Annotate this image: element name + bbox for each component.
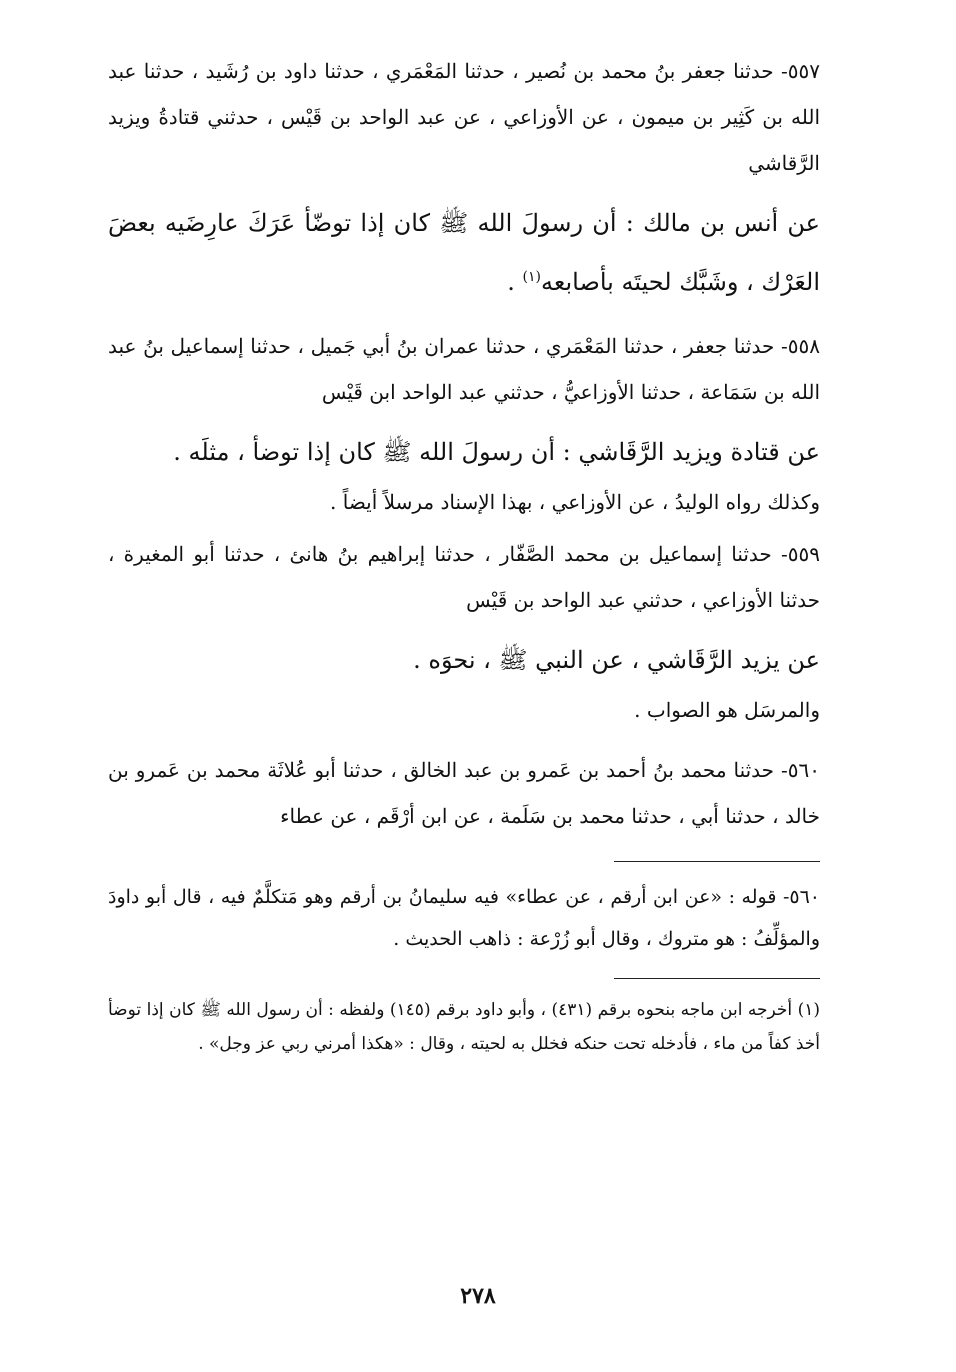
page-number: ٢٧٨ — [460, 1283, 496, 1309]
hadith-557-end: . — [507, 268, 523, 296]
hadith-558-matn: عن قتادة ويزيد الرَّقَاشي : أن رسولَ الله ﷺ كان إذا توضأ ، مثلَه . — [173, 438, 820, 466]
hadith-557-isnad: ٥٥٧- حدثنا جعفر بنُ محمد بن نُصير ، حدثنا المَعْمَري ، حدثنا داود بن رُشَيد ، حدثنا عبد الله بن كَثِير بن ميمون ، عن الأوزاعي ، عن عبد الواحد بن قَيْس ، حدثني قتادةُ ويزيد الرَّقاشي — [108, 59, 820, 175]
hadith-557-matn — [108, 196, 820, 309]
hadith-559-matn: عن يزيد الرَّقَاشي ، عن النبي ﷺ ، نحوَه . — [413, 646, 820, 674]
footnote-1: (١) أخرجه ابن ماجه بنحوه برقم (٤٣١) ، وأبو داود برقم (١٤٥) ولفظه : أن رسول الله ﷺ كان إذا توضأ أخذ كفاً من ماء ، فأدخله تحت حنكه فخلل به لحيته ، وقال : «هكذا أمرني ربي عز وجل» . — [108, 1000, 821, 1054]
hadith-559-note: والمرسَل هو الصواب . — [634, 698, 820, 722]
hadith-558-isnad: ٥٥٨- حدثنا جعفر ، حدثنا المَعْمَري ، حدثنا عمران بنُ أبي جَميل ، حدثنا إسماعيل بنُ عبد الله بن سَمَاعة ، حدثنا الأوزاعيُّ ، حدثني عبد الواحد ابن قَيْس — [108, 334, 820, 404]
footnote-divider — [614, 978, 820, 979]
page-body — [108, 48, 820, 1061]
commentary-560: ٥٦٠- قوله : «عن ابن أرقم ، عن عطاء» فيه سليمانُ بن أرقم وهو مَتكلَّمٌ فيه ، قال أبو داودَ والمؤلِّفُ : هو متروك ، وقال أبو زُرْعة : ذاهب الحديث . — [108, 886, 820, 950]
commentary-divider — [614, 861, 820, 862]
hadith-557-matn-text: عن أنس بن مالك : أن رسولَ الله ﷺ كان إذا توضّأ عَرَكَ عارِضَيه بعضَ العَرْك ، وشَبَّك لحيتَه بأصابعه — [108, 209, 820, 296]
hadith-560-isnad: ٥٦٠- حدثنا محمد بنُ أحمد بن عَمرو بن عبد الخالق ، حدثنا أبو عُلاثَة محمد بن عَمرو بن خالد ، حدثنا أبي ، حدثنا محمد بن سَلَمة ، عن ابن أرْقَم ، عن عطاء — [108, 758, 820, 828]
hadith-559-isnad: ٥٥٩- حدثنا إسماعيل بن محمد الصَّفّار ، حدثنا إبراهيم بنُ هانئ ، حدثنا أبو المغيرة ، حدثنا الأوزاعي ، حدثني عبد الواحد بن قَيْس — [108, 542, 820, 612]
hadith-558-note: وكذلك رواه الوليدُ ، عن الأوزاعي ، بهذا الإسناد مرسلاً أيضاً . — [330, 490, 820, 514]
footnote-ref-1[interactable]: (١) — [522, 269, 542, 285]
